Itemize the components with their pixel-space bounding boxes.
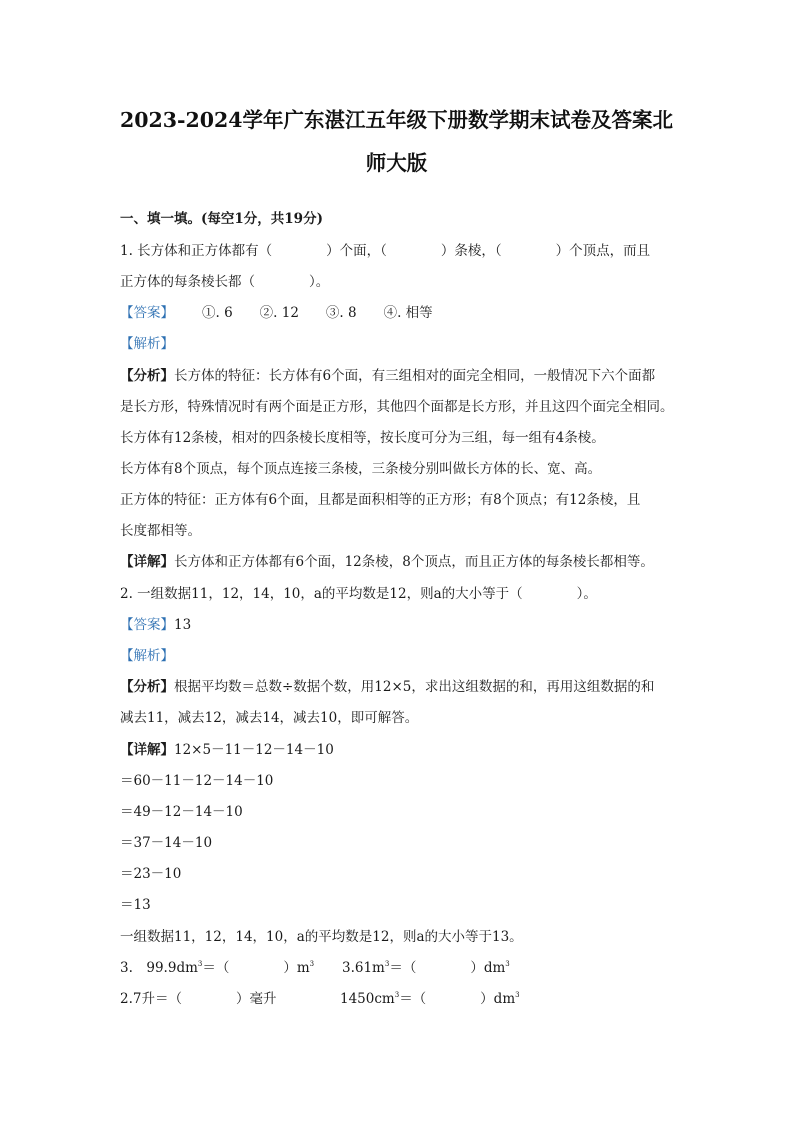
q1-text-line2: 正方体的每条棱长都（ ）。 bbox=[120, 274, 330, 290]
q3-part2-value: 3.61m bbox=[342, 960, 385, 976]
calc-step: ＝13 bbox=[120, 897, 151, 913]
q3-part4-blank: ＝（ ）dm bbox=[399, 991, 516, 1007]
answer-values: ①. 6 ②. 12 ③. 8 ④. 相等 bbox=[202, 305, 433, 321]
answer-tag: 【答案】 bbox=[120, 305, 174, 321]
cube-superscript: 3 bbox=[394, 991, 400, 999]
calc-step: ＝60－11－12－14－10 bbox=[120, 773, 274, 789]
q2-answer bbox=[120, 613, 191, 633]
cube-superscript: 3 bbox=[505, 960, 510, 968]
cube-superscript: 3 bbox=[515, 991, 520, 999]
calc-step: ＝23－10 bbox=[120, 866, 182, 882]
q1-fenxi-line5: 正方体的特征：正方体有6个面，且都是面积相等的正方形；有8个顶点；有12条棱，且 bbox=[120, 492, 641, 508]
q2-analysis-tag: 【解析】 bbox=[120, 648, 174, 664]
calc-step: 12×5－11－12－14－10 bbox=[174, 742, 334, 758]
cube-superscript: 3 bbox=[309, 960, 315, 968]
fenxi-text: 根据平均数＝总数÷数据个数，用12×5，求出这组数据的和，再用这组数据的和 bbox=[174, 679, 655, 695]
section-heading: 一、填一填。(每空1分，共19分) bbox=[120, 211, 323, 227]
q1-analysis-tag: 【解析】 bbox=[120, 336, 174, 352]
page-title-line2: 师大版 bbox=[365, 151, 428, 175]
answer-value: 13 bbox=[174, 617, 192, 633]
q3-part4-value: 1450cm bbox=[340, 991, 395, 1007]
fenxi-tag: 【分析】 bbox=[120, 679, 174, 695]
detail-tag: 【详解】 bbox=[120, 554, 174, 570]
q1-text-line1: 1. 长方体和正方体都有（ ）个面，（ ）条棱，（ ）个顶点，而且 bbox=[120, 243, 651, 259]
q1-answer bbox=[120, 301, 433, 321]
fenxi-tag: 【分析】 bbox=[120, 368, 174, 384]
q3-line2-right bbox=[340, 987, 520, 1007]
page-title-line1: 2023-2024学年广东湛江五年级下册数学期末试卷及答案北 bbox=[119, 108, 674, 132]
q3-part2-blank: ＝（ ）dm bbox=[389, 960, 506, 976]
q2-fenxi-line2: 减去11，减去12，减去14，减去10，即可解答。 bbox=[120, 710, 419, 726]
detail-tag: 【详解】 bbox=[120, 742, 174, 758]
calc-step: ＝49－12－14－10 bbox=[120, 804, 243, 820]
q1-fenxi-line1 bbox=[120, 364, 655, 384]
q1-fenxi-line6: 长度都相等。 bbox=[120, 523, 201, 539]
q3-part3: 2.7升＝（ ）毫升 bbox=[120, 991, 277, 1007]
q2-fenxi-line1 bbox=[120, 675, 654, 695]
q3-line1-right bbox=[342, 956, 510, 976]
cube-superscript: 3 bbox=[384, 960, 390, 968]
q1-fenxi-line3: 长方体有12条棱，相对的四条棱长度相等，按长度可分为三组，每一组有4条棱。 bbox=[120, 430, 605, 446]
answer-tag: 【答案】 bbox=[120, 617, 174, 633]
q2-text: 2. 一组数据11，12，14，10，a的平均数是12，则a的大小等于（ ）。 bbox=[120, 586, 597, 602]
q1-fenxi-line2: 是长方形，特殊情况时有两个面是正方形，其他四个面都是长方形，并且这四个面完全相同。 bbox=[120, 399, 674, 415]
detail-text: 长方体和正方体都有6个面，12条棱，8个顶点，而且正方体的每条棱长都相等。 bbox=[174, 554, 654, 570]
cube-superscript: 3 bbox=[197, 960, 203, 968]
q3-line1 bbox=[120, 956, 314, 976]
q1-fenxi-line4: 长方体有8个顶点，每个顶点连接三条棱，三条棱分别叫做长方体的长、宽、高。 bbox=[120, 461, 602, 477]
fenxi-text: 长方体的特征：长方体有6个面，有三组相对的面完全相同，一般情况下六个面都 bbox=[174, 368, 656, 384]
q1-detail bbox=[120, 550, 654, 570]
q3-part1-blank: ＝（ ）m bbox=[202, 960, 310, 976]
q2-detail bbox=[120, 738, 334, 758]
q2-conclusion: 一组数据11，12，14，10，a的平均数是12，则a的大小等于13。 bbox=[120, 929, 523, 945]
q3-part1-value: 3. 99.9dm bbox=[120, 960, 198, 976]
calc-step: ＝37－14－10 bbox=[120, 835, 213, 851]
